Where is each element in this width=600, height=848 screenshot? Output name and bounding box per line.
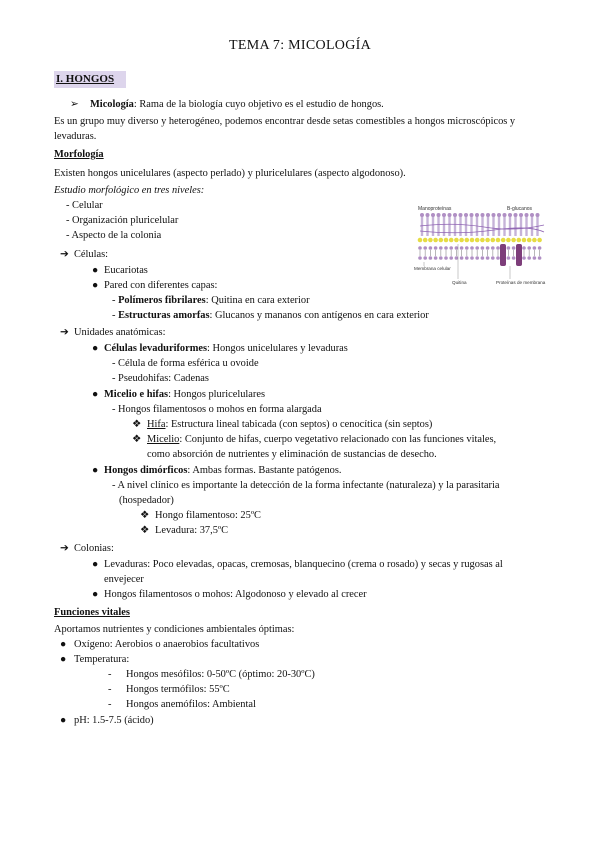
capa-text: : Quitina en cara exterior <box>205 295 310 306</box>
lipid-head <box>496 246 500 250</box>
micelio-def-item <box>147 432 496 447</box>
wall-layer-head <box>527 238 532 243</box>
wall-layer-head <box>537 238 542 243</box>
lipid-head <box>465 256 469 260</box>
term-hifa: Hifa <box>147 419 166 430</box>
bullet-dot-icon: ● <box>60 654 67 665</box>
lipid-head <box>423 256 427 260</box>
micelio-item <box>104 387 265 402</box>
diamond-bullet-icon: ❖ <box>140 525 150 536</box>
colonias-item: Levaduras: Poco elevadas, opacas, cremosas, blanquecino (crema o rosado) y secas y rugosas al <box>104 559 503 570</box>
lipid-head <box>538 246 542 250</box>
wall-layer-head <box>501 238 506 243</box>
lipid-head <box>418 256 422 260</box>
mannoprotein-head <box>486 213 490 217</box>
wall-layer-head <box>496 238 501 243</box>
micelio-def-cont: como absorción de nutrientes y eliminación de sustancias de desecho. <box>147 449 437 460</box>
capa-text: : Glucanos y mananos con antígenos en cara exterior <box>209 310 429 321</box>
lipid-head <box>533 246 537 250</box>
diamond-bullet-icon: ❖ <box>140 510 150 521</box>
temp-item: Hongo filamentoso: 25ºC <box>155 510 261 521</box>
lipid-head <box>439 246 443 250</box>
bullet-dot-icon: ● <box>92 559 99 570</box>
funciones-line: Aportamos nutrientes y condiciones ambientales óptimas: <box>54 624 295 635</box>
lipid-head <box>434 256 438 260</box>
bullet-dot-icon: ● <box>92 465 99 476</box>
membrane-protein <box>516 244 522 266</box>
wall-layer-head <box>454 238 459 243</box>
lipid-head <box>491 256 495 260</box>
arrow-bullet-icon: ➔ <box>60 249 69 260</box>
unidades-label: Unidades anatómicas: <box>74 327 166 338</box>
lipid-head <box>533 256 537 260</box>
lipid-head <box>434 246 438 250</box>
lipid-head <box>460 246 464 250</box>
capa-term: Estructuras amorfas <box>118 310 210 321</box>
arrow-bullet-icon: ➔ <box>60 543 69 554</box>
lipid-head <box>527 246 531 250</box>
temperatura-sub: Hongos mesófilos: 0-50ºC (óptimo: 20-30ºC) <box>126 669 315 680</box>
mannoprotein-head <box>453 213 457 217</box>
diagram-label-membrana: Membrana celular <box>414 266 451 271</box>
term-dimorficos: Hongos dimórficos <box>104 465 188 476</box>
temp-item: Levadura: 37,5ºC <box>155 525 229 536</box>
lipid-head <box>512 246 516 250</box>
mannoprotein-head <box>525 213 529 217</box>
morfologia-line: Existen hongos unicelulares (aspecto perlado) y pluricelulares (aspecto algodonoso). <box>54 168 406 179</box>
lipid-head <box>475 246 479 250</box>
intro-paragraph: Es un grupo muy diverso y heterogéneo, podemos encontrar desde setas comestibles a hongos microscópicos y levaduras. <box>54 116 516 142</box>
lipid-head <box>538 256 542 260</box>
colonias-label: Colonias: <box>74 543 114 554</box>
lipid-head <box>455 246 459 250</box>
temperatura-sub: Hongos anemófilos: Ambiental <box>126 699 256 710</box>
arrowhead-bullet-icon: ➢ <box>70 99 79 110</box>
lipid-head <box>470 256 474 260</box>
lipid-head <box>429 256 433 260</box>
lipid-head <box>507 246 511 250</box>
lipid-head <box>418 246 422 250</box>
lipid-head <box>439 256 443 260</box>
wall-layer-head <box>491 238 496 243</box>
lipid-head <box>491 246 495 250</box>
lipid-head <box>522 246 526 250</box>
diagram-label-glucanos: B-glucanos <box>507 206 533 212</box>
estudio-morfologico: Estudio morfológico en tres niveles: <box>54 185 205 196</box>
arrow-bullet-icon: ➔ <box>60 327 69 338</box>
capa-item: - Estructuras amorfas: Glucanos y mananos con antígenos en cara exterior <box>112 310 429 321</box>
capa-term: Polímeros fibrilares <box>118 295 206 306</box>
dimorficos-item <box>104 463 342 478</box>
capa-item: - Polímeros fibrilares: Quitina en cara exterior <box>112 295 310 306</box>
hifa-item <box>147 417 432 432</box>
mannoprotein-head <box>448 213 452 217</box>
lipid-head <box>460 256 464 260</box>
nivel-item: - Organización pluricelular <box>66 215 179 226</box>
wall-layer-head <box>532 238 537 243</box>
wall-layer-head <box>418 238 423 243</box>
mannoprotein-head <box>508 213 512 217</box>
definition-text: : Rama de la biología cuyo objetivo es el estudio de hongos. <box>133 99 384 110</box>
bullet-dot-icon: ● <box>92 343 99 354</box>
term-levaduriformes: Células levaduriformes <box>104 343 208 354</box>
hifa-text: : Estructura lineal tabicada (con septos) o cenocítica (sin septos) <box>165 419 433 430</box>
temperatura-item: Temperatura: <box>74 654 130 665</box>
lipid-head <box>475 256 479 260</box>
diagram-label-manoproteinas: Manoproteínas <box>418 206 452 212</box>
wall-layer-head <box>465 238 470 243</box>
mannoprotein-head <box>437 213 441 217</box>
dimorficos-sub: - A nivel clínico es importante la detección de la forma infectante (naturaleza) y la parasitaria <box>112 480 500 491</box>
wall-layer-head <box>506 238 511 243</box>
mannoprotein-head <box>530 213 534 217</box>
diagram-label-quitina: Quitina <box>452 280 467 285</box>
wall-layer-head <box>433 238 438 243</box>
colonias-item: Hongos filamentosos o mohos: Algodonoso y elevado al crecer <box>104 589 367 600</box>
lipid-head <box>444 256 448 260</box>
levaduriformes-text: : Hongos unicelulares y levaduras <box>207 343 348 354</box>
wall-layer-head <box>470 238 475 243</box>
heading-funciones-vitales: Funciones vitales <box>54 607 130 618</box>
nivel-item: - Celular <box>66 200 103 211</box>
wall-layer-head <box>517 238 522 243</box>
mannoprotein-head <box>431 213 435 217</box>
term-micelio-hifas: Micelio e hifas <box>104 389 169 400</box>
lipid-head <box>429 246 433 250</box>
lipid-head <box>455 256 459 260</box>
bullet-dot-icon: ● <box>92 589 99 600</box>
levaduriformes-sub: - Célula de forma esférica u ovoide <box>112 358 259 369</box>
wall-layer-head <box>428 238 433 243</box>
heading-morfologia: Morfología <box>54 149 104 160</box>
mannoprotein-head <box>459 213 463 217</box>
micelio-def-text: : Conjunto de hifas, cuerpo vegetativo relacionado con las funciones vitales, <box>179 434 497 445</box>
temperatura-sub: Hongos termófilos: 55ºC <box>126 684 230 695</box>
wall-layer-head <box>439 238 444 243</box>
celulas-item: Pared con diferentes capas: <box>104 280 218 291</box>
lipid-head <box>522 256 526 260</box>
mannoprotein-head <box>426 213 430 217</box>
wall-layer-head <box>449 238 454 243</box>
bullet-dot-icon: ● <box>92 389 99 400</box>
mannoprotein-head <box>470 213 474 217</box>
lipid-head <box>507 256 511 260</box>
wall-layer-head <box>511 238 516 243</box>
intro-definition <box>90 97 384 112</box>
diamond-bullet-icon: ❖ <box>132 419 142 430</box>
mannoprotein-head <box>497 213 501 217</box>
wall-layer-head <box>485 238 490 243</box>
lipid-head <box>449 246 453 250</box>
section-heading-hongos: I. HONGOS <box>54 71 126 88</box>
lipid-head <box>486 246 490 250</box>
diamond-bullet-icon: ❖ <box>132 434 142 445</box>
ph-item: pH: 1.5-7.5 (ácido) <box>74 715 154 726</box>
wall-layer-head <box>480 238 485 243</box>
lipid-head <box>496 256 500 260</box>
dimorficos-text: : Ambas formas. Bastante patógenos. <box>187 465 342 476</box>
lipid-head <box>527 256 531 260</box>
mannoprotein-head <box>492 213 496 217</box>
mannoprotein-head <box>464 213 468 217</box>
levaduriformes-sub: - Pseudohifas: Cadenas <box>112 373 209 384</box>
wall-layer-head <box>444 238 449 243</box>
mannoprotein-head <box>442 213 446 217</box>
mannoprotein-head <box>475 213 479 217</box>
wall-layer-head <box>475 238 480 243</box>
lipid-head <box>481 256 485 260</box>
mannoprotein-head <box>519 213 523 217</box>
diagram-label-proteinas: Proteínas de membrana <box>496 280 546 285</box>
mannoprotein-head <box>536 213 540 217</box>
lipid-head <box>481 246 485 250</box>
wall-layer-head <box>459 238 464 243</box>
bullet-dot-icon: ● <box>60 715 67 726</box>
lipid-head <box>465 246 469 250</box>
wall-layer-head <box>423 238 428 243</box>
mannoprotein-head <box>420 213 424 217</box>
mannoprotein-head <box>481 213 485 217</box>
lipid-head <box>423 246 427 250</box>
term-micologia: Micología <box>90 99 134 110</box>
term-micelio: Micelio <box>147 434 180 445</box>
celulas-label: Células: <box>74 249 109 260</box>
celulas-item: Eucariotas <box>104 265 148 276</box>
membrane-protein <box>500 244 506 266</box>
lipid-head <box>512 256 516 260</box>
lipid-head <box>486 256 490 260</box>
lipid-head <box>449 256 453 260</box>
dash-bullet: - <box>108 669 112 680</box>
colonias-item-cont: envejecer <box>104 574 144 585</box>
micelio-text: : Hongos pluricelulares <box>168 389 266 400</box>
dash-bullet: - <box>108 684 112 695</box>
oxigeno-item: Oxígeno: Aerobios o anaerobios facultativos <box>74 639 260 650</box>
lipid-head <box>444 246 448 250</box>
mannoprotein-head <box>514 213 518 217</box>
lipid-head <box>470 246 474 250</box>
dimorficos-sub-cont: (hospedador) <box>119 495 174 506</box>
dash-bullet: - <box>108 699 112 710</box>
bullet-dot-icon: ● <box>92 280 99 291</box>
mannoprotein-head <box>503 213 507 217</box>
wall-layer-head <box>522 238 527 243</box>
bullet-dot-icon: ● <box>92 265 99 276</box>
micelio-sub: - Hongos filamentosos o mohos en forma alargada <box>112 404 322 415</box>
bullet-dot-icon: ● <box>60 639 67 650</box>
page-title: TEMA 7: MICOLOGÍA <box>229 38 371 53</box>
cell-wall-diagram <box>414 204 548 288</box>
nivel-item: - Aspecto de la colonia <box>66 230 162 241</box>
levaduriformes-item <box>104 341 348 356</box>
